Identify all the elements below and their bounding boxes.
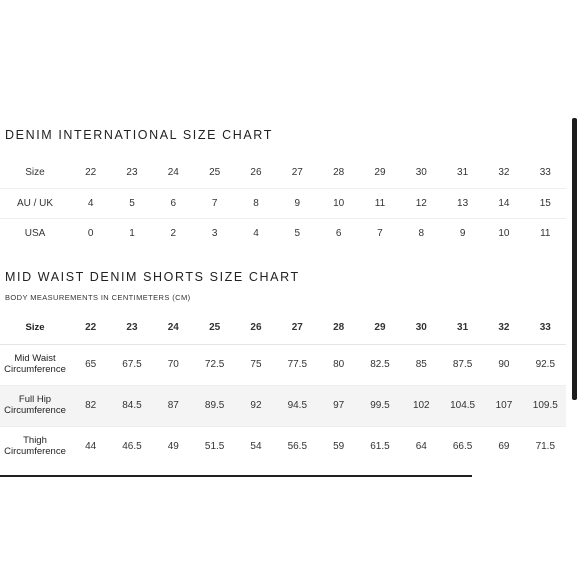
- table-cell: 92: [235, 385, 276, 426]
- table-row: [0, 218, 566, 248]
- table-cell: 71.5: [535, 441, 556, 453]
- row-label: USA: [24, 227, 46, 239]
- table-cell: 75: [235, 344, 276, 385]
- table-cell: 7: [377, 227, 383, 239]
- table-header-cell: 22: [70, 312, 111, 344]
- table-cell: 25: [194, 158, 235, 188]
- row-label: [0, 344, 70, 385]
- shorts-size-chart-title: MID WAIST DENIM SHORTS SIZE CHART: [5, 270, 300, 284]
- table-cell: 23: [111, 158, 152, 188]
- table-cell: 87.5: [442, 344, 483, 385]
- table-cell: 12: [401, 188, 442, 218]
- table-cell: 5: [294, 227, 301, 239]
- table-header-cell: 24: [153, 312, 194, 344]
- table-cell: 64: [415, 441, 427, 453]
- table-cell: 44: [85, 441, 97, 453]
- measurement-units-subtitle: BODY MEASUREMENTS IN CENTIMETERS (CM): [5, 293, 191, 302]
- table-cell: 0: [87, 227, 94, 239]
- table-header-cell: 28: [318, 312, 359, 344]
- table-header-cell: 32: [483, 312, 524, 344]
- table-cell: 9: [277, 188, 318, 218]
- table-cell: 10: [498, 227, 510, 239]
- horizontal-scrollbar[interactable]: [0, 475, 472, 477]
- table-cell: 24: [153, 158, 194, 188]
- table-cell: 9: [459, 227, 466, 239]
- table-cell: 1: [129, 227, 135, 239]
- table-header-cell: 30: [401, 312, 442, 344]
- row-label-line: Thigh: [23, 435, 47, 447]
- table-cell: 5: [111, 188, 152, 218]
- international-size-table: [0, 158, 566, 248]
- table-cell: 8: [235, 188, 276, 218]
- table-cell: 107: [483, 385, 524, 426]
- row-label: AU / UK: [0, 188, 70, 218]
- table-row: [0, 344, 566, 385]
- table-cell: 32: [483, 158, 524, 188]
- table-cell: 59: [333, 441, 345, 453]
- table-cell: 2: [170, 227, 177, 239]
- table-cell: 70: [153, 344, 194, 385]
- table-header-cell: 26: [235, 312, 276, 344]
- table-cell: 30: [401, 158, 442, 188]
- table-cell: 11: [540, 227, 551, 239]
- table-cell: 61.5: [370, 441, 390, 453]
- table-cell: 15: [525, 188, 566, 218]
- table-cell: 104.5: [442, 385, 483, 426]
- table-cell: 54: [250, 441, 262, 453]
- row-label-line: Circumference: [4, 404, 66, 416]
- table-cell: 49: [167, 441, 179, 453]
- table-cell: 11: [359, 188, 400, 218]
- table-cell: 6: [335, 227, 342, 239]
- row-label: [0, 385, 70, 426]
- table-header-cell: 33: [525, 312, 566, 344]
- table-cell: 85: [401, 344, 442, 385]
- table-cell: 109.5: [525, 385, 566, 426]
- row-label: Size: [0, 158, 70, 188]
- table-cell: 27: [277, 158, 318, 188]
- row-label-line: Circumference: [4, 363, 66, 375]
- row-label-line: Mid Waist: [14, 353, 56, 364]
- table-cell: 102: [401, 385, 442, 426]
- table-cell: 97: [318, 385, 359, 426]
- table-cell: 72.5: [194, 344, 235, 385]
- table-cell: 69: [498, 441, 510, 453]
- vertical-scrollbar[interactable]: [572, 118, 577, 400]
- table-cell: 65: [70, 344, 111, 385]
- table-header-cell: 31: [442, 312, 483, 344]
- table-cell: 31: [442, 158, 483, 188]
- table-cell: 8: [418, 227, 425, 239]
- table-cell: 90: [483, 344, 524, 385]
- table-cell: 56.5: [287, 441, 308, 453]
- table-cell: 82.5: [359, 344, 400, 385]
- table-row: [0, 158, 566, 188]
- table-cell: 82: [70, 385, 111, 426]
- table-row: [0, 426, 566, 467]
- international-size-chart-title: DENIM INTERNATIONAL SIZE CHART: [5, 128, 273, 142]
- table-header-cell: 27: [277, 312, 318, 344]
- table-cell: 66.5: [452, 441, 473, 453]
- table-cell: 10: [318, 188, 359, 218]
- table-header-row: [0, 312, 566, 344]
- row-label: Size: [0, 312, 70, 344]
- row-label-line: Full Hip: [18, 394, 52, 405]
- table-header-cell: 29: [359, 312, 400, 344]
- table-cell: 99.5: [359, 385, 400, 426]
- table-header-cell: 25: [194, 312, 235, 344]
- table-row: [0, 188, 566, 218]
- table-cell: 6: [153, 188, 194, 218]
- table-header-cell: 23: [111, 312, 152, 344]
- table-cell: 84.5: [111, 385, 152, 426]
- table-cell: 92.5: [525, 344, 566, 385]
- table-cell: 33: [525, 158, 566, 188]
- table-row: [0, 385, 566, 426]
- table-cell: 4: [253, 227, 259, 239]
- shorts-size-table: [0, 312, 566, 467]
- table-cell: 46.5: [122, 441, 142, 453]
- table-cell: 67.5: [111, 344, 152, 385]
- table-cell: 51.5: [204, 441, 225, 453]
- table-cell: 28: [318, 158, 359, 188]
- table-cell: 4: [70, 188, 111, 218]
- table-cell: 87: [153, 385, 194, 426]
- table-cell: 14: [483, 188, 524, 218]
- table-cell: 94.5: [277, 385, 318, 426]
- table-cell: 13: [442, 188, 483, 218]
- table-cell: 26: [235, 158, 276, 188]
- row-label: [0, 426, 70, 467]
- table-cell: 29: [359, 158, 400, 188]
- row-label-line: Circumference: [4, 445, 66, 457]
- table-cell: 80: [318, 344, 359, 385]
- table-cell: 7: [194, 188, 235, 218]
- table-cell: 89.5: [194, 385, 235, 426]
- table-cell: 3: [211, 227, 218, 239]
- table-cell: 22: [70, 158, 111, 188]
- table-cell: 77.5: [277, 344, 318, 385]
